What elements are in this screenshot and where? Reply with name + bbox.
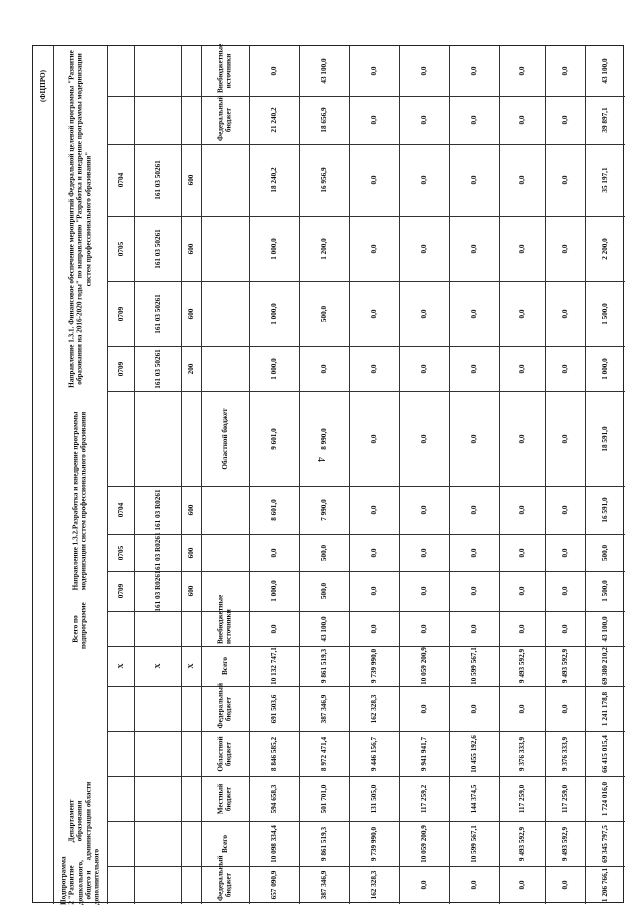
funding-source-cell: Внебюджетные источники xyxy=(216,43,233,93)
amount-cell: 0,0 xyxy=(369,434,378,443)
amount-cell: 0,0 xyxy=(369,364,378,373)
funding-source-cell: Всего xyxy=(220,834,229,853)
target-article-cell: 161 03 R0261 xyxy=(153,570,162,612)
row-divider xyxy=(107,144,625,145)
row-divider xyxy=(107,776,625,777)
amount-cell: 1 000,0 xyxy=(269,357,278,380)
amount-cell: 18 591,0 xyxy=(600,425,609,452)
amount-cell: 0,0 xyxy=(560,505,569,515)
section-label: Направление 1.3.2.Разработка и внедрение программы модернизации систем профессионального образования xyxy=(71,411,88,591)
amount-cell: 500,0 xyxy=(319,544,328,561)
funding-source-cell: Федеральный бюджет xyxy=(216,855,233,901)
amount-cell: 0,0 xyxy=(517,548,526,557)
amount-cell: 1 000,0 xyxy=(269,237,278,260)
amount-cell: 0,0 xyxy=(269,548,278,557)
amount-cell: 43 100,0 xyxy=(600,615,609,642)
amount-cell: 43 100,0 xyxy=(319,58,328,84)
amount-cell: 18 240,2 xyxy=(269,167,278,193)
amount-cell: 0,0 xyxy=(469,624,478,633)
amount-cell: 0,0 xyxy=(269,624,278,633)
amount-cell: 0,0 xyxy=(469,66,478,76)
target-article-cell: 161 03 50261 xyxy=(153,293,162,334)
amount-cell: 0,0 xyxy=(560,880,569,890)
amount-cell: 0,0 xyxy=(469,115,478,125)
funding-source-cell: Внебюджетные источники xyxy=(216,594,233,644)
amount-cell: 9 493 592,9 xyxy=(517,826,526,861)
amount-cell: 10 599 567,1 xyxy=(469,647,478,685)
amount-cell: 16 591,0 xyxy=(600,497,609,523)
amount-cell: 0,0 xyxy=(517,66,526,76)
row-divider xyxy=(107,646,625,647)
section-label: Департамент образования администрации области xyxy=(67,781,93,861)
amount-cell: 0,0 xyxy=(369,115,378,125)
amount-cell: 0,0 xyxy=(469,880,478,890)
amount-cell: 0,0 xyxy=(369,175,378,185)
amount-cell: 657 090,9 xyxy=(269,870,278,900)
amount-cell: 0,0 xyxy=(517,505,526,515)
amount-cell: 0,0 xyxy=(517,880,526,890)
row-divider xyxy=(107,346,625,347)
section-code-cell: 0705 xyxy=(116,241,125,256)
funding-source-cell: Федеральный бюджет xyxy=(216,95,233,141)
section-code-cell: 0709 xyxy=(116,583,125,599)
budget-table xyxy=(32,45,624,903)
amount-cell: 18 656,9 xyxy=(319,107,328,133)
row-divider xyxy=(107,281,625,282)
amount-cell: 9 601,0 xyxy=(269,427,278,450)
amount-cell: 0,0 xyxy=(419,704,428,713)
target-article-cell: 161 03 50261 xyxy=(153,160,162,200)
amount-cell: 16 956,9 xyxy=(319,167,328,193)
expense-type-cell: X xyxy=(186,663,195,669)
row-divider xyxy=(107,866,625,867)
amount-cell: 0,0 xyxy=(369,624,378,633)
target-article-cell: 161 03 R0261 xyxy=(153,489,162,531)
section-code-cell: 0709 xyxy=(116,306,125,321)
amount-cell: 0,0 xyxy=(517,434,526,443)
amount-cell: 7 990,0 xyxy=(319,499,328,521)
amount-cell: 0,0 xyxy=(419,66,428,76)
amount-cell: 0,0 xyxy=(517,364,526,373)
section-code-cell: X xyxy=(116,663,125,669)
amount-cell: 387 346,9 xyxy=(319,870,328,900)
amount-cell: 1 724 016,0 xyxy=(600,781,609,816)
amount-cell: 9 739 990,0 xyxy=(369,648,378,684)
amount-cell: 0,0 xyxy=(469,309,478,318)
amount-cell: 21 240,2 xyxy=(269,107,278,133)
amount-cell: 0,0 xyxy=(469,548,478,557)
amount-cell: 9 376 333,9 xyxy=(517,736,526,771)
amount-cell: 387 346,9 xyxy=(319,694,328,723)
target-article-cell: X xyxy=(153,663,162,669)
funding-source-cell: Областной бюджет xyxy=(220,407,229,470)
expense-type-cell: 200 xyxy=(186,363,195,374)
amount-cell: 0,0 xyxy=(419,115,428,125)
amount-cell: 500,0 xyxy=(319,305,328,322)
expense-type-cell: 600 xyxy=(186,174,195,186)
funding-source-cell: Федеральный бюджет xyxy=(216,682,233,728)
header-code: (ФЦПРО) xyxy=(38,69,47,103)
amount-cell: 10 059 200,9 xyxy=(419,647,428,685)
target-article-cell: 161 03 50261 xyxy=(153,348,162,389)
amount-cell: 0,0 xyxy=(369,505,378,515)
amount-cell: 0,0 xyxy=(560,309,569,318)
amount-cell: 0,0 xyxy=(560,66,569,76)
row-divider xyxy=(107,821,625,822)
row-divider xyxy=(107,571,625,572)
amount-cell: 0,0 xyxy=(469,586,478,596)
amount-cell: 39 897,1 xyxy=(600,107,609,133)
section-label: Подпрограмма 2 "Развитие дошкольного, общего и дополнительного xyxy=(59,848,101,905)
amount-cell: 144 374,5 xyxy=(469,784,478,813)
row-divider xyxy=(107,611,625,612)
amount-cell: 0,0 xyxy=(560,115,569,125)
amount-cell: 0,0 xyxy=(517,309,526,318)
section-code-cell: 0705 xyxy=(116,545,125,560)
row-divider xyxy=(107,534,625,535)
amount-cell: 8 601,0 xyxy=(269,499,278,521)
amount-cell: 66 415 015,4 xyxy=(600,734,609,773)
amount-cell: 0,0 xyxy=(419,548,428,557)
amount-cell: 691 503,6 xyxy=(269,694,278,723)
amount-cell: 0,0 xyxy=(419,880,428,890)
amount-cell: 0,0 xyxy=(469,434,478,443)
amount-cell: 9 493 592,9 xyxy=(560,648,569,684)
expense-type-cell: 600 xyxy=(186,585,195,597)
amount-cell: 10 599 567,1 xyxy=(469,824,478,863)
expense-type-cell: 600 xyxy=(186,504,195,516)
amount-cell: 1 241 178,8 xyxy=(600,691,609,726)
amount-cell: 43 100,0 xyxy=(319,615,328,642)
amount-cell: 117 259,0 xyxy=(517,784,526,813)
funding-source-cell: Местный бюджет xyxy=(216,783,233,814)
amount-cell: 1 500,0 xyxy=(600,302,609,325)
row-divider xyxy=(107,731,625,732)
amount-cell: 0,0 xyxy=(560,548,569,557)
section-label: Направление 1.3.1. Финансовое обеспечение мероприятий Федеральной целевой программы "Развитие образования на 2016-2020 годы" по направлению "Разработка и внедрение программы модернизации систем профессионального образования" xyxy=(67,49,93,388)
amount-cell: 9 861 519,3 xyxy=(319,648,328,684)
amount-cell: 0,0 xyxy=(469,175,478,185)
amount-cell: 69 345 797,5 xyxy=(600,824,609,863)
amount-cell: 0,0 xyxy=(560,704,569,713)
amount-cell: 1 000,0 xyxy=(600,357,609,380)
row-divider xyxy=(107,96,625,97)
amount-cell: 0,0 xyxy=(517,586,526,596)
amount-cell: 10 132 747,1 xyxy=(269,647,278,685)
amount-cell: 1 200,0 xyxy=(319,237,328,260)
amount-cell: 0,0 xyxy=(517,175,526,185)
row-divider xyxy=(107,216,625,217)
amount-cell: 0,0 xyxy=(517,115,526,125)
amount-cell: 0,0 xyxy=(469,244,478,253)
amount-cell: 594 658,3 xyxy=(269,784,278,813)
amount-cell: 0,0 xyxy=(269,66,278,76)
target-article-cell: 161 03 R0261 xyxy=(153,531,162,574)
amount-cell: 0,0 xyxy=(419,244,428,253)
amount-cell: 0,0 xyxy=(419,586,428,596)
amount-cell: 500,0 xyxy=(600,544,609,561)
funding-source-cell: Областной бюджет xyxy=(216,735,233,772)
amount-cell: 9 941 941,7 xyxy=(419,736,428,771)
amount-cell: 0,0 xyxy=(517,244,526,253)
amount-cell: 0,0 xyxy=(517,624,526,633)
amount-cell: 0,0 xyxy=(560,434,569,443)
expense-type-cell: 600 xyxy=(186,243,195,254)
page-number: 4 xyxy=(315,457,326,462)
amount-cell: 8 846 585,2 xyxy=(269,736,278,771)
amount-cell: 10 059 200,9 xyxy=(419,824,428,863)
amount-cell: 0,0 xyxy=(560,624,569,633)
amount-cell: 500,0 xyxy=(319,582,328,600)
amount-cell: 0,0 xyxy=(419,434,428,443)
row-divider xyxy=(107,686,625,687)
funding-source-cell: Всего xyxy=(220,657,229,675)
amount-cell: 0,0 xyxy=(419,309,428,318)
amount-cell: 0,0 xyxy=(369,586,378,596)
section-label: Всего по подпрограмме xyxy=(71,601,88,649)
amount-cell: 0,0 xyxy=(469,704,478,713)
target-article-cell: 161 03 50261 xyxy=(153,228,162,269)
row-divider xyxy=(107,486,625,487)
amount-cell: 0,0 xyxy=(369,548,378,557)
row-divider xyxy=(107,391,625,392)
amount-cell: 10 098 334,4 xyxy=(269,824,278,863)
amount-cell: 0,0 xyxy=(369,309,378,318)
amount-cell: 1 000,0 xyxy=(269,302,278,325)
amount-cell: 9 376 333,9 xyxy=(560,736,569,771)
amount-cell: 117 259,0 xyxy=(560,784,569,813)
amount-cell: 0,0 xyxy=(319,364,328,373)
amount-cell: 1 206 766,1 xyxy=(600,867,609,903)
amount-cell: 43 100,0 xyxy=(600,58,609,84)
amount-cell: 1 000,0 xyxy=(269,580,278,602)
amount-cell: 162 328,3 xyxy=(369,870,378,900)
amount-cell: 0,0 xyxy=(560,244,569,253)
amount-cell: 8 972 471,4 xyxy=(319,736,328,771)
amount-cell: 1 500,0 xyxy=(600,580,609,602)
amount-cell: 0,0 xyxy=(560,586,569,596)
expense-type-cell: 600 xyxy=(186,308,195,319)
amount-cell: 9 739 990,0 xyxy=(369,826,378,861)
amount-cell: 9 446 156,7 xyxy=(369,736,378,771)
amount-cell: 501 701,0 xyxy=(319,784,328,813)
amount-cell: 0,0 xyxy=(469,505,478,515)
amount-cell: 0,0 xyxy=(369,244,378,253)
column-divider xyxy=(53,46,54,904)
section-code-cell: 0704 xyxy=(116,502,125,518)
amount-cell: 0,0 xyxy=(560,364,569,373)
amount-cell: 117 259,2 xyxy=(419,784,428,813)
amount-cell: 0,0 xyxy=(469,364,478,373)
amount-cell: 9 493 592,9 xyxy=(517,648,526,684)
amount-cell: 0,0 xyxy=(419,624,428,633)
amount-cell: 0,0 xyxy=(419,364,428,373)
amount-cell: 9 861 519,3 xyxy=(319,826,328,861)
expense-type-cell: 600 xyxy=(186,547,195,558)
section-code-cell: 0704 xyxy=(116,172,125,188)
amount-cell: 0,0 xyxy=(419,175,428,185)
amount-cell: 69 380 210,2 xyxy=(600,647,609,685)
amount-cell: 0,0 xyxy=(369,66,378,76)
amount-cell: 0,0 xyxy=(560,175,569,185)
amount-cell: 131 505,0 xyxy=(369,784,378,813)
amount-cell: 162 328,3 xyxy=(369,694,378,723)
amount-cell: 35 197,1 xyxy=(600,167,609,193)
amount-cell: 0,0 xyxy=(419,505,428,515)
amount-cell: 10 455 192,6 xyxy=(469,734,478,773)
amount-cell: 9 493 592,9 xyxy=(560,826,569,861)
amount-cell: 8 990,0 xyxy=(319,427,328,450)
amount-cell: 2 200,0 xyxy=(600,237,609,260)
section-code-cell: 0709 xyxy=(116,361,125,376)
amount-cell: 0,0 xyxy=(517,704,526,713)
